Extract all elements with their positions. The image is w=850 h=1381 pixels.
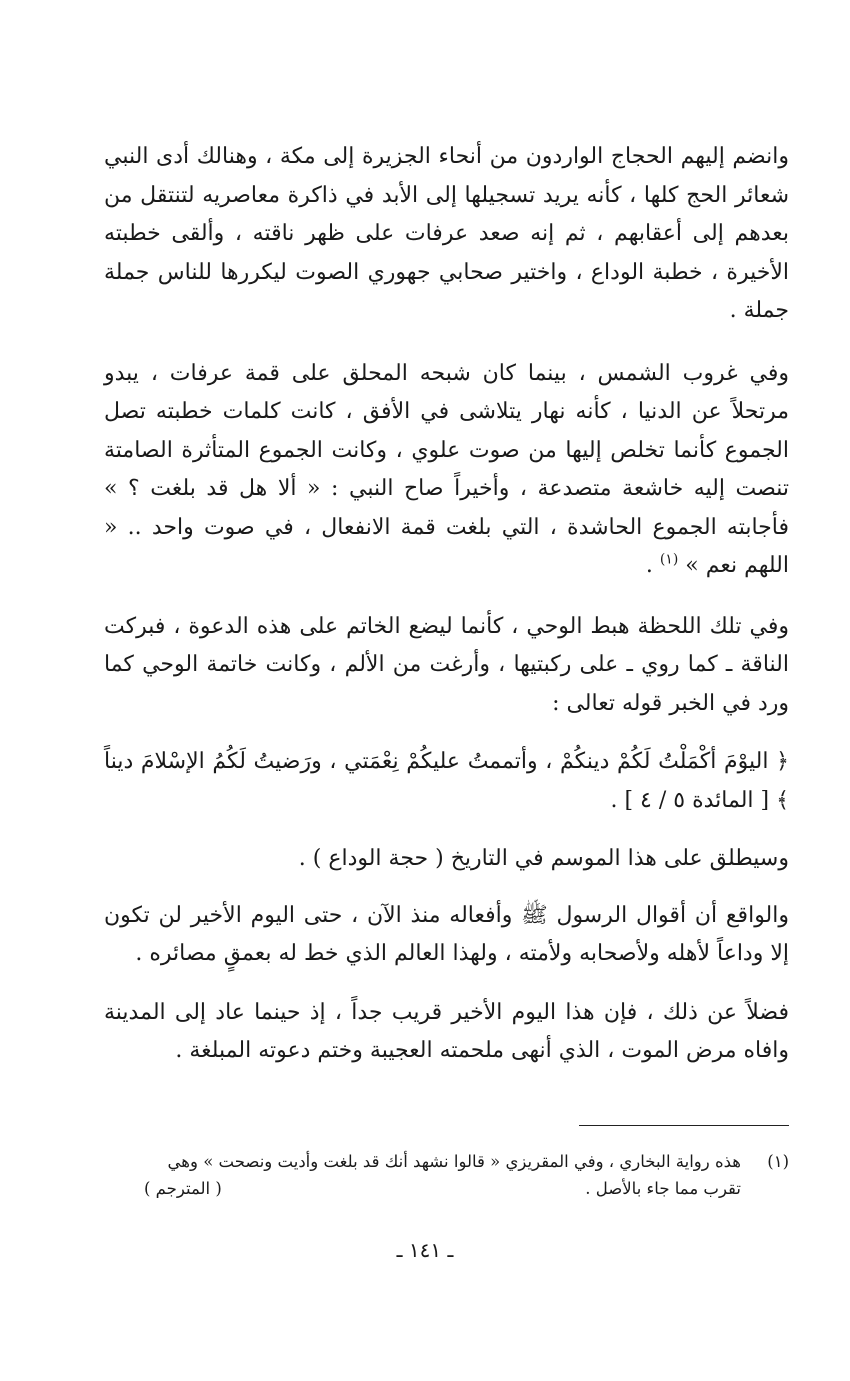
footnote-line2	[104, 1175, 741, 1202]
footnote-number: (١)	[767, 1152, 789, 1171]
paragraph-7: فضلاً عن ذلك ، فإن هذا اليوم الأخير قريب جداً ، إذ حينما عاد إلى المدينة وافاه مرض الموت ، الذي أنهى ملحمته العجيبة وختم دعوته المبلغة .	[104, 999, 789, 1063]
paragraph-3: وفي تلك اللحظة هبط الوحي ، كأنما ليضع الخاتم على هذه الدعوة ، فبركت الناقة ـ كما روي ـ على ركبتيها ، وأرغت من الألم ، وكانت خاتمة الوحي كما ورد في الخبر قوله تعالى :	[104, 613, 789, 716]
footnote-text-line2: تقرب مما جاء بالأصل .	[585, 1179, 741, 1198]
paragraph-6: والواقع أن أقوال الرسول ﷺ وأفعاله منذ الآن ، حتى اليوم الأخير لن تكون إلا وداعاً لأهله ولأصحابه ولأمته ، ولهذا العالم الذي خط له بعمقٍ مصائره .	[104, 902, 789, 966]
footnote-text-line1: هذه رواية البخاري ، وفي المقريزي « قالوا نشهد أنك قد بلغت وأديت ونصحت » وهي	[167, 1152, 741, 1171]
paragraph-1: وانضم إليهم الحجاج الواردون من أنحاء الجزيرة إلى مكة ، وهنالك أدى النبي شعائر الحج كلها ، كأنه يريد تسجيلها إلى الأبد في ذاكرة معاصريه لتنتقل من بعدهم إلى أعقابهم ، ثم إنه صعد عرفات على ظهر ناقته ، وألقى خطبته الأخيرة ، خطبة الوداع ، واختير صحابي جهوري الصوت ليكررها للناس جملة جملة .	[104, 144, 789, 323]
page-number: ـ ١٤١ ـ	[396, 1238, 454, 1262]
paragraph-2: وفي غروب الشمس ، بينما كان شبحه المحلق على قمة عرفات ، يبدو مرتحلاً عن الدنيا ، كأنه نهار يتلاشى في الأفق ، كانت كلمات خطبته تصل الجموع كأنما تخلص إليها من صوت علوي ، وكانت الجموع المتأثرة الصامتة تنصت إليه خاشعة متصدعة ، وأخيراً صاح النبي : « ألا هل قد بلغت ؟ » فأجابته الجموع الحاشدة ، التي بلغت قمة الانفعال ، في صوت واحد .. « اللهم نعم » $^{(١)}$ .	[104, 360, 789, 578]
footnote	[104, 1148, 789, 1202]
footnote-marker: (١)	[659, 551, 679, 568]
paragraph-5: وسيطلق على هذا الموسم في التاريخ ( حجة الوداع ) .	[298, 846, 789, 871]
footnote-attribution: ( المترجم )	[144, 1179, 222, 1198]
quran-verse: ﴿ اليوْمَ أكْمَلْتُ لَكُمْ دينكُمْ ، وأتممتُ عليكُمْ نِعْمَتي ، ورَضيتُ لَكُمُ الإسْلامَ ديناً ﴾ [ المائدة ٥ / ٤ ] .	[104, 749, 789, 813]
footnote-separator	[579, 1125, 789, 1126]
main-text	[104, 138, 789, 1091]
paragraph-2-text: وفي غروب الشمس ، بينما كان شبحه المحلق على قمة عرفات ، يبدو مرتحلاً عن الدنيا ، كأنه نهار يتلاشى في الأفق ، كانت كلمات خطبته تصل الجموع كأنما تخلص إليها من صوت علوي ، وكانت الجموع المتأثرة الصامتة تنصت إليه خاشعة متصدعة ، وأخيراً صاح النبي : « ألا هل قد بلغت ؟ » فأجابته الجموع الحاشدة ، التي بلغت قمة الانفعال ، في صوت واحد .. « اللهم نعم »	[104, 360, 789, 578]
